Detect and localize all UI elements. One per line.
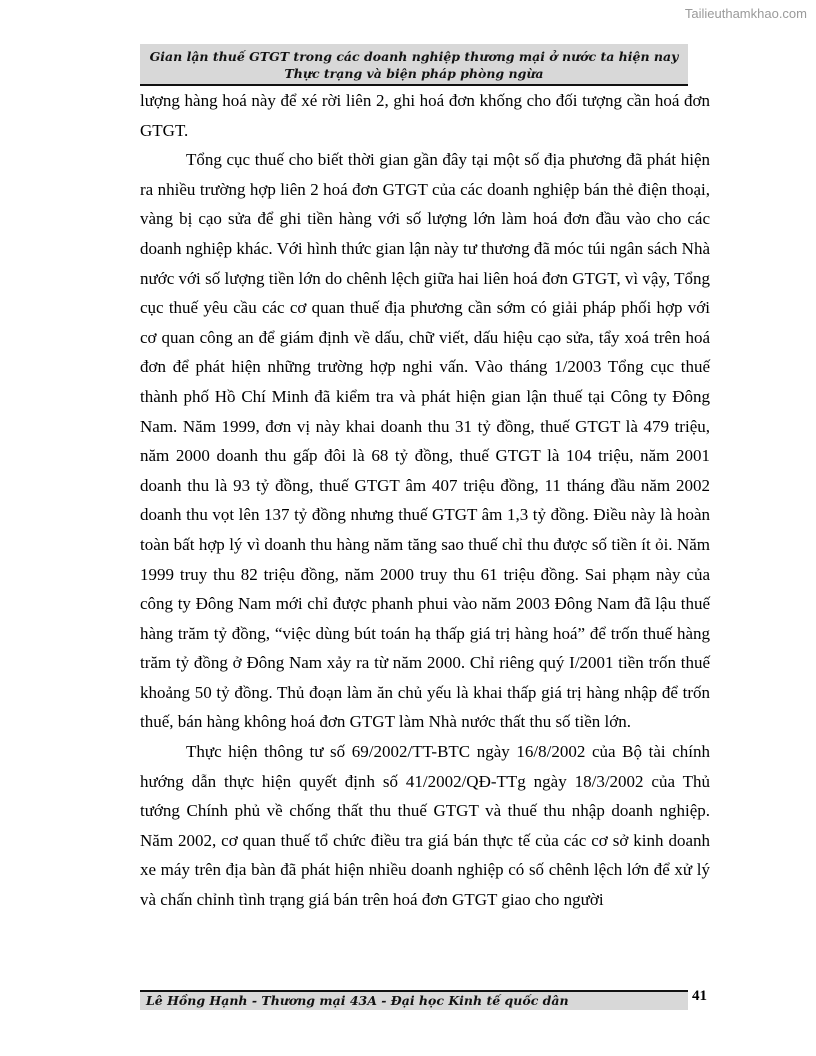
paragraph: Thực hiện thông tư số 69/2002/TT-BTC ngày 16/8/2002 của Bộ tài chính hướng dẫn thực hiện quyết định số 41/2002/QĐ-TTg ngày 18/3/2002 của Thủ tướng Chính phủ về chống thất thu thuế GTGT và thuế thu nhập doanh nghiệp. Năm 2002, cơ quan thuế tổ chức điều tra giá bán thực tế của các cơ sở kinh doanh xe máy trên địa bàn đã phát hiện nhiều doanh nghiệp có số chênh lệch lớn để xử lý và chấn chỉnh tình trạng giá bán trên hoá đơn GTGT giao cho người (140, 742, 710, 910)
paragraph-continuation: lượng hàng hoá này để xé rời liên 2, ghi hoá đơn khống cho đối tượng cần hoá đơn GTGT. (140, 91, 710, 140)
page-header (140, 44, 688, 84)
watermark: Tailieuthamkhao.com (684, 6, 807, 21)
paragraph: Tổng cục thuế cho biết thời gian gần đây tại một số địa phương đã phát hiện ra nhiều trường hợp liên 2 hoá đơn GTGT của các doanh nghiệp bán thẻ điện thoại, vàng bị cạo sửa để ghi tiền hàng với số lượng lớn làm hoá đơn đầu vào cho các doanh nghiệp khác. Với hình thức gian lận này tư thương đã móc túi ngân sách Nhà nước với số lượng tiền lớn do chênh lệch giữa hai liên hoá đơn GTGT, vì vậy, Tổng cục thuế yêu cầu các cơ quan thuế địa phương cần sớm có giải pháp phối hợp với cơ quan công an để giám định về dấu, chữ viết, dấu hiệu cạo sửa, tẩy xoá trên hoá đơn để phát hiện những trường hợp nghi vấn. Vào tháng 1/2003 Tổng cục thuế thành phố Hồ Chí Minh đã kiểm tra và phát hiện gian lận thuế tại Công ty Đông Nam. Năm 1999, đơn vị này khai doanh thu 31 tỷ đồng, thuế GTGT là 479 triệu, năm 2000 doanh thu gấp đôi là 68 tỷ đồng, thuế GTGT là 104 triệu, năm 2001 doanh thu là 93 tỷ đồng, thuế GTGT âm 407 triệu đồng, 11 tháng đầu năm 2002 doanh thu vọt lên 137 tỷ đồng nhưng thuế GTGT âm 1,3 tỷ đồng. Điều này là hoàn toàn bất hợp lý vì doanh thu hàng năm tăng sao thuế chỉ thu được số tiền ít ỏi. Năm 1999 truy thu 82 triệu đồng, năm 2000 truy thu 61 triệu đồng. Sai phạm này của công ty Đông Nam mới chỉ được phanh phui vào năm 2003 Đông Nam đã lậu thuế hàng trăm tỷ đồng, “việc dùng bút toán hạ thấp giá trị hàng hoá” để trốn thuế hàng trăm tỷ đồng ở Đông Nam xảy ra từ năm 2000. Chỉ riêng quý I/2001 tiền trốn thuế khoảng 50 tỷ đồng. Thủ đoạn làm ăn chủ yếu là khai thấp giá trị hàng nhập để trốn thuế, bán hàng không hoá đơn GTGT làm Nhà nước thất thu số tiền lớn. (140, 150, 710, 732)
page-footer: Lê Hồng Hạnh - Thương mại 43A - Đại học Kinh tế quốc dân (140, 990, 688, 1010)
document-body (140, 86, 710, 915)
page-number: 41 (692, 988, 707, 1004)
header-title-line-2: Thực trạng và biện pháp phòng ngừa (284, 66, 544, 81)
header-title-line-1: Gian lận thuế GTGT trong các doanh nghiệp thương mại ở nước ta hiện nay (149, 49, 679, 64)
